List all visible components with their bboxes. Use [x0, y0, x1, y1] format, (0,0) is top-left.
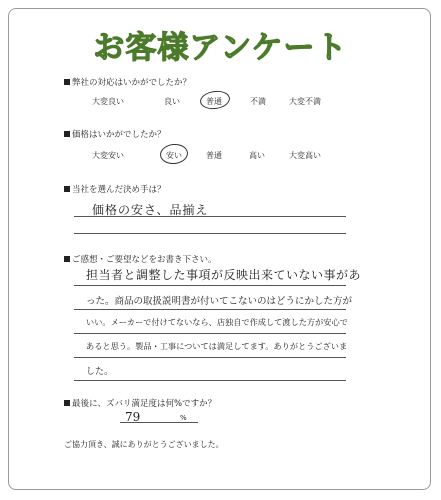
comment-underline	[74, 309, 346, 310]
option-price-very-expensive[interactable]: 大変高い	[289, 151, 321, 160]
bullet-square-icon	[64, 79, 70, 85]
option-price-expensive[interactable]: 高い	[249, 151, 265, 160]
bullet-square-icon	[64, 186, 70, 192]
question-service	[64, 76, 191, 88]
question-satisfaction-label: 最後に、ズバリ満足度は何%ですか？	[72, 399, 217, 409]
comment-underline	[74, 333, 346, 334]
question-comments-label: ご感想・ご要望などをお書き下さい。	[72, 255, 217, 265]
bullet-square-icon	[64, 131, 70, 137]
question-price	[64, 128, 166, 140]
comment-line-5: した。	[86, 367, 114, 377]
comment-underline	[74, 380, 346, 381]
comment-line-4: あると思う。製品・工事については満足してます。ありがとうございま	[86, 341, 348, 351]
comment-line-1: 担当者と調整した事項が反映出来ていない事があ	[86, 268, 362, 282]
question-satisfaction	[64, 397, 216, 409]
question-comments	[64, 253, 217, 265]
question-price-label: 価格はいかがでしたか？	[72, 130, 166, 140]
comment-underline	[74, 357, 346, 358]
question-service-label: 弊社の対応はいかがでしたか？	[72, 78, 192, 88]
option-price-very-cheap[interactable]: 大変安い	[92, 151, 124, 160]
option-price-normal[interactable]: 普通	[206, 151, 222, 160]
option-service-very-good[interactable]: 大変良い	[92, 97, 124, 106]
satisfaction-value[interactable]: 79	[125, 410, 141, 424]
bullet-square-icon	[64, 400, 70, 406]
option-service-bad[interactable]: 不満	[250, 97, 266, 106]
answer-line	[74, 233, 346, 234]
question-decision-label: 当社を選んだ決め手は？	[72, 185, 166, 195]
option-service-good[interactable]: 良い	[164, 97, 180, 106]
survey-title: お客様アンケート	[93, 30, 348, 66]
option-price-cheap[interactable]: 安い	[166, 151, 182, 160]
answer-line	[74, 216, 346, 217]
option-service-very-bad[interactable]: 大変不満	[289, 97, 321, 106]
comment-line-3: いい。メーカーで付けてないなら、店独自で作成して渡した方が安心で	[86, 317, 348, 327]
bullet-square-icon	[64, 256, 70, 262]
thank-you-note: ご協力頂き、誠にありがとうございました。	[64, 440, 224, 449]
option-service-normal[interactable]: 普通	[206, 97, 222, 106]
answer-decision: 価格の安さ、品揃え	[92, 203, 209, 217]
question-decision	[64, 183, 166, 195]
satisfaction-unit: %	[180, 414, 187, 422]
comment-underline	[74, 285, 346, 286]
comment-line-2: った。商品の取扱説明書が付いてこないのはどうにかした方が	[86, 296, 353, 307]
satisfaction-underline	[120, 422, 198, 423]
